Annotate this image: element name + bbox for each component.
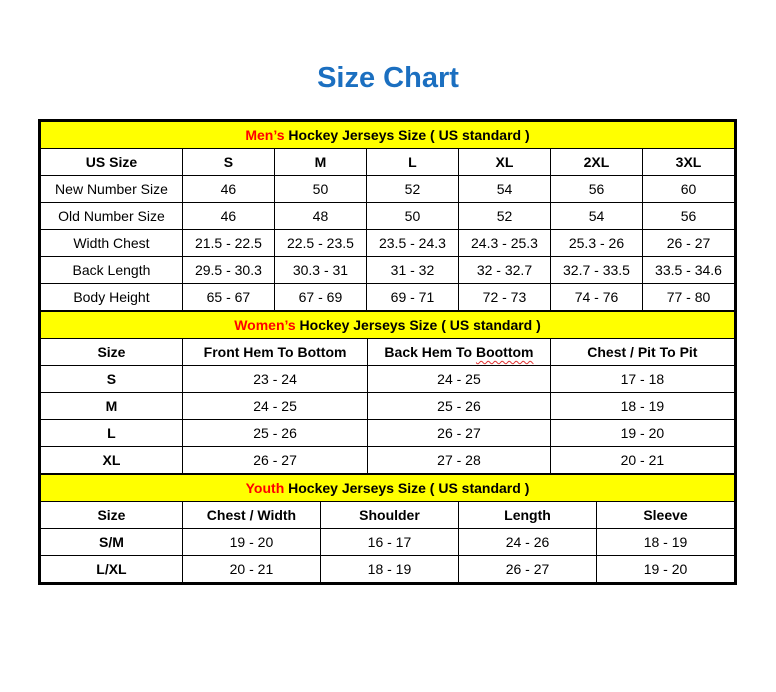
back-hem-prefix: Back Hem To — [384, 344, 476, 360]
column-header: Length — [458, 502, 596, 529]
column-header: 3XL — [643, 149, 735, 176]
size-value: 65 - 67 — [182, 284, 274, 311]
womens-section-header — [41, 312, 735, 339]
size-value: 26 - 27 — [182, 447, 367, 474]
size-chart-wrapper — [38, 119, 737, 585]
column-header: US Size — [41, 149, 183, 176]
size-value: 22.5 - 23.5 — [274, 230, 366, 257]
womens-section-band-row — [41, 312, 735, 339]
column-header: Chest / Pit To Pit — [550, 339, 734, 366]
mens-section-band-row — [41, 122, 735, 149]
youth-section-band-row — [41, 475, 735, 502]
youth-section-header — [41, 475, 735, 502]
table-row — [41, 556, 735, 583]
mens-section-header — [41, 122, 735, 149]
column-header-misspelled — [368, 339, 551, 366]
size-value: 30.3 - 31 — [274, 257, 366, 284]
size-value: 18 - 19 — [320, 556, 458, 583]
size-value: 16 - 17 — [320, 529, 458, 556]
size-value: 23 - 24 — [182, 366, 367, 393]
size-value: 24 - 26 — [458, 529, 596, 556]
column-header: Sleeve — [597, 502, 735, 529]
size-value: 19 - 20 — [182, 529, 320, 556]
column-header: L — [366, 149, 458, 176]
table-row — [41, 366, 735, 393]
row-label: L/XL — [41, 556, 183, 583]
column-header: Size — [41, 502, 183, 529]
mens-section-highlight: Men’s — [245, 127, 285, 143]
size-value: 18 - 19 — [597, 529, 735, 556]
size-value: 24.3 - 25.3 — [458, 230, 550, 257]
size-value: 54 — [458, 176, 550, 203]
row-label: New Number Size — [41, 176, 183, 203]
column-header: M — [274, 149, 366, 176]
table-row — [41, 203, 735, 230]
youth-header-row — [41, 502, 735, 529]
size-value: 46 — [182, 203, 274, 230]
row-label: S — [41, 366, 183, 393]
size-value: 54 — [550, 203, 642, 230]
size-value: 60 — [643, 176, 735, 203]
size-value: 56 — [550, 176, 642, 203]
size-value: 17 - 18 — [550, 366, 734, 393]
size-value: 24 - 25 — [182, 393, 367, 420]
size-value: 25.3 - 26 — [550, 230, 642, 257]
youth-section-highlight: Youth — [245, 480, 285, 496]
row-label: Width Chest — [41, 230, 183, 257]
column-header: S — [182, 149, 274, 176]
column-header: Front Hem To Bottom — [182, 339, 367, 366]
size-value: 72 - 73 — [458, 284, 550, 311]
size-value: 74 - 76 — [550, 284, 642, 311]
row-label: Body Height — [41, 284, 183, 311]
size-value: 26 - 27 — [643, 230, 735, 257]
womens-header-row — [41, 339, 735, 366]
table-row — [41, 230, 735, 257]
size-value: 27 - 28 — [368, 447, 551, 474]
size-value: 19 - 20 — [597, 556, 735, 583]
size-value: 29.5 - 30.3 — [182, 257, 274, 284]
size-value: 50 — [366, 203, 458, 230]
spellcheck-squiggle-word: Boottom — [475, 344, 534, 360]
size-value: 20 - 21 — [182, 556, 320, 583]
size-value: 20 - 21 — [550, 447, 734, 474]
table-row — [41, 284, 735, 311]
mens-header-row — [41, 149, 735, 176]
size-value: 18 - 19 — [550, 393, 734, 420]
youth-section-title-rest: Hockey Jerseys Size ( US standard ) — [284, 480, 530, 496]
row-label: S/M — [41, 529, 183, 556]
table-row — [41, 176, 735, 203]
size-value: 21.5 - 22.5 — [182, 230, 274, 257]
table-row — [41, 529, 735, 556]
table-row — [41, 257, 735, 284]
size-value: 25 - 26 — [368, 393, 551, 420]
size-value: 46 — [182, 176, 274, 203]
size-value: 23.5 - 24.3 — [366, 230, 458, 257]
size-value: 24 - 25 — [368, 366, 551, 393]
mens-size-table — [40, 121, 735, 311]
column-header: XL — [458, 149, 550, 176]
size-value: 77 - 80 — [643, 284, 735, 311]
size-value: 67 - 69 — [274, 284, 366, 311]
size-value: 52 — [458, 203, 550, 230]
size-value: 50 — [274, 176, 366, 203]
size-value: 48 — [274, 203, 366, 230]
size-value: 33.5 - 34.6 — [643, 257, 735, 284]
womens-size-table — [40, 311, 735, 474]
column-header: Shoulder — [320, 502, 458, 529]
size-value: 32.7 - 33.5 — [550, 257, 642, 284]
size-value: 31 - 32 — [366, 257, 458, 284]
row-label: Back Length — [41, 257, 183, 284]
row-label: XL — [41, 447, 183, 474]
youth-size-table — [40, 474, 735, 583]
table-row — [41, 420, 735, 447]
table-row — [41, 447, 735, 474]
size-value: 32 - 32.7 — [458, 257, 550, 284]
mens-section-title-rest: Hockey Jerseys Size ( US standard ) — [284, 127, 530, 143]
row-label: M — [41, 393, 183, 420]
column-header: 2XL — [550, 149, 642, 176]
womens-section-highlight: Women’s — [234, 317, 296, 333]
row-label: L — [41, 420, 183, 447]
size-value: 69 - 71 — [366, 284, 458, 311]
table-row — [41, 393, 735, 420]
size-value: 56 — [643, 203, 735, 230]
size-value: 52 — [366, 176, 458, 203]
size-value: 26 - 27 — [458, 556, 596, 583]
row-label: Old Number Size — [41, 203, 183, 230]
size-value: 26 - 27 — [368, 420, 551, 447]
size-value: 25 - 26 — [182, 420, 367, 447]
column-header: Chest / Width — [182, 502, 320, 529]
page-title: Size Chart — [317, 62, 459, 94]
size-value: 19 - 20 — [550, 420, 734, 447]
column-header: Size — [41, 339, 183, 366]
womens-section-title-rest: Hockey Jerseys Size ( US standard ) — [295, 317, 541, 333]
